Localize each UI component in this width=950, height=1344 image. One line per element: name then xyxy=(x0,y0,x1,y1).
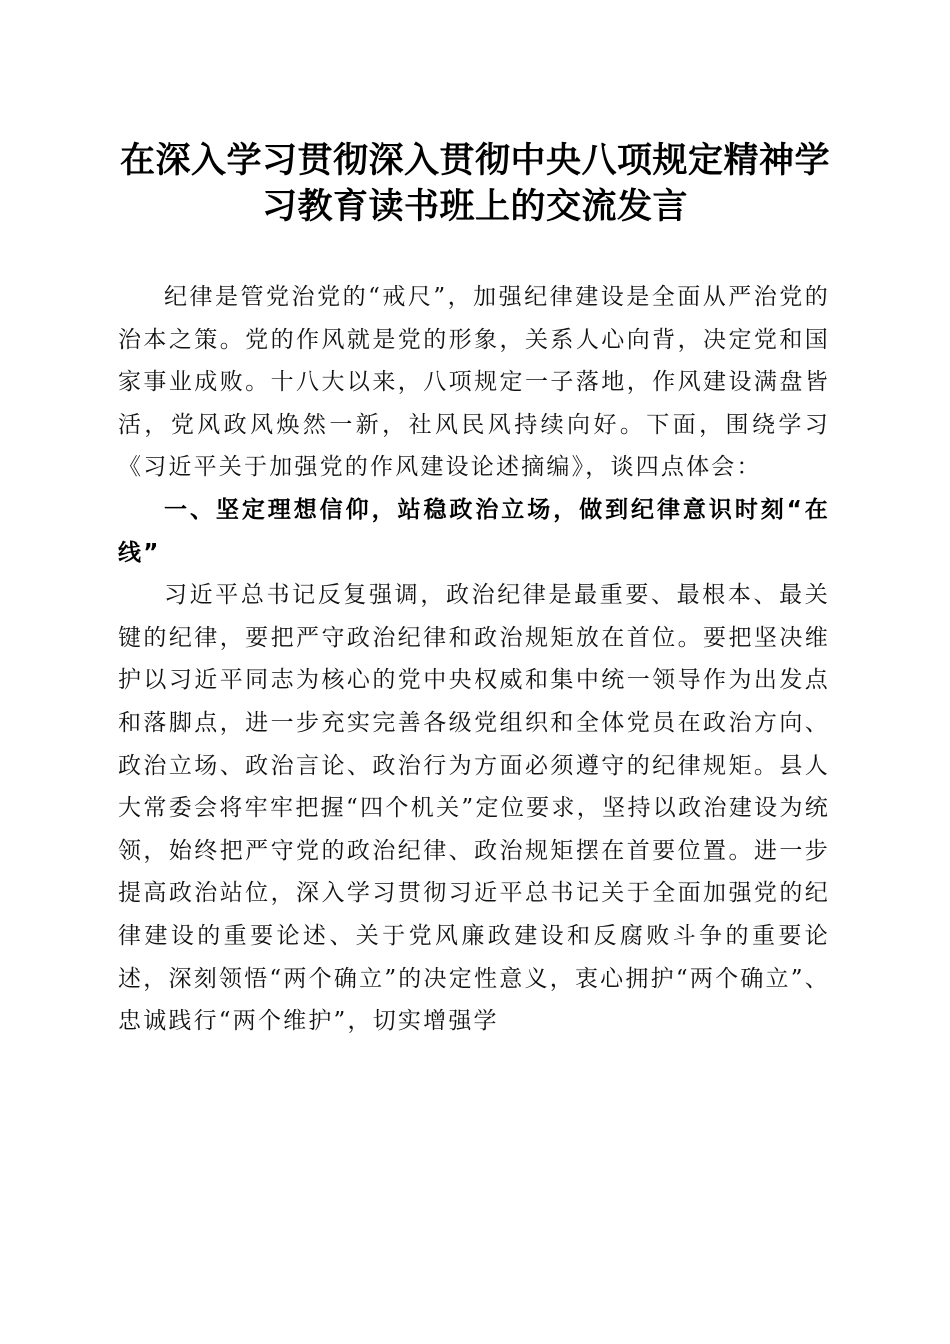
intro-paragraph: 纪律是管党治党的“戒尺”，加强纪律建设是全面从严治党的治本之策。党的作风就是党的形象，关系人心向背，决定党和国家事业成败。十八大以来，八项规定一子落地，作风建设满盘皆活，党风政风焕然一新，社风民风持续向好。下面，围绕学习《习近平关于加强党的作风建设论述摘编》，谈四点体会： xyxy=(118,284,830,481)
section-paragraph-1: 习近平总书记反复强调，政治纪律是最重要、最根本、最关键的纪律，要把严守政治纪律和政治规矩放在首位。要把坚决维护以习近平同志为核心的党中央权威和集中统一领导作为出发点和落脚点，进一步充实完善各级党组织和全体党员在政治方向、政治立场、政治言论、政治行为方面必须遵守的纪律规矩。县人大常委会将牢牢把握“四个机关”定位要求，坚持以政治建设为统领，始终把严守党的政治纪律、政治规矩摆在首要位置。进一步提高政治站位，深入学习贯彻习近平总书记关于全面加强党的纪律建设的重要论述、关于党风廉政建设和反腐败斗争的重要论述，深刻领悟“两个确立”的决定性意义，衷心拥护“两个确立”、忠诚践行“两个维护”，切实增强学 xyxy=(118,582,830,1035)
document-title xyxy=(110,138,840,230)
section-heading-1: 一、坚定理想信仰，站稳政治立场，做到纪律意识时刻“在线” xyxy=(118,496,830,566)
title-line-1: 在深入学习贯彻深入贯彻中央八项规定精神学 xyxy=(119,140,830,181)
document-body xyxy=(118,276,830,1043)
title-line-2: 习教育读书班上的交流发言 xyxy=(261,186,688,227)
